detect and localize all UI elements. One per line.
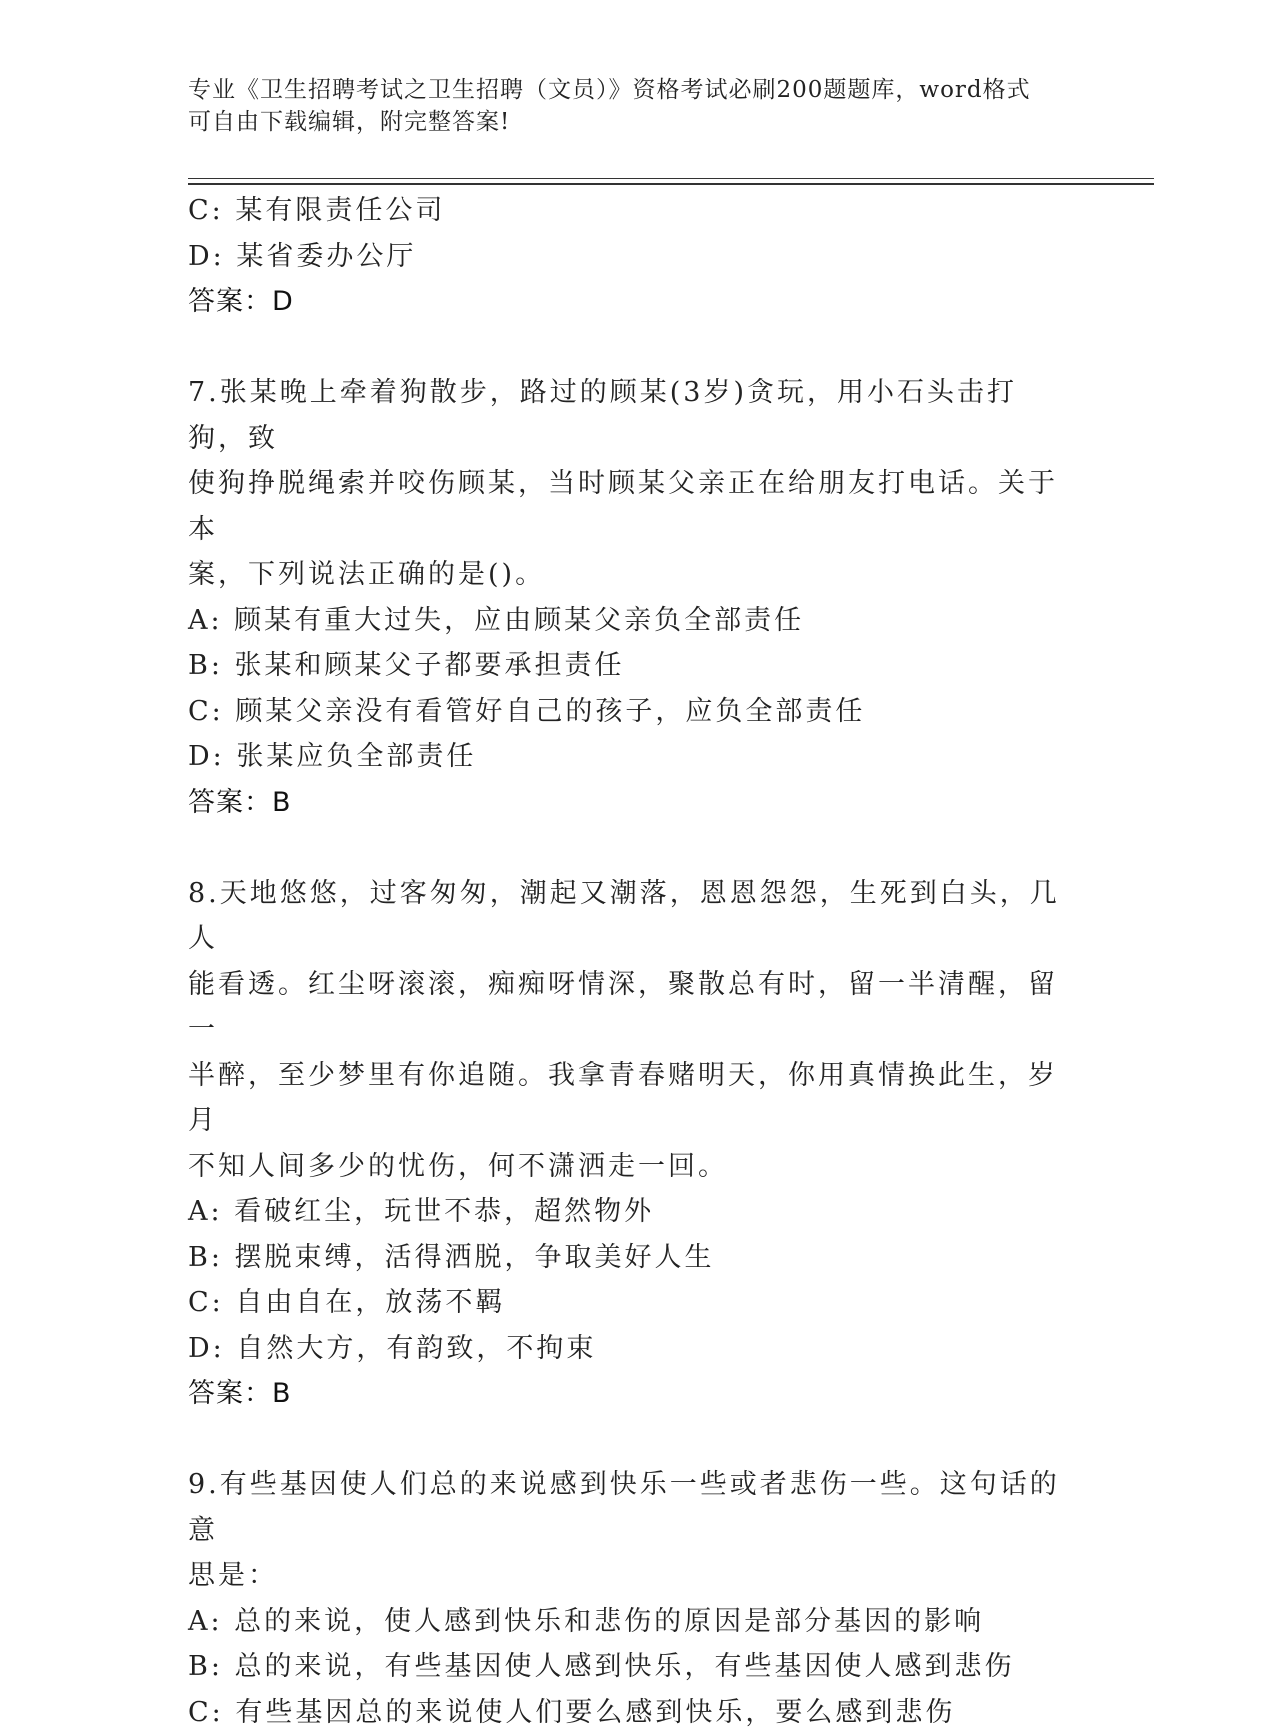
question-6-tail bbox=[188, 188, 1088, 325]
spacer bbox=[188, 1417, 1088, 1463]
stem-line: 思是： bbox=[188, 1553, 1068, 1599]
question-7 bbox=[188, 370, 1088, 825]
stem-line: 使狗挣脱绳索并咬伤顾某，当时顾某父亲正在给朋友打电话。关于本 bbox=[188, 461, 1068, 552]
header-divider bbox=[188, 178, 1154, 185]
option-c: C: 顾某父亲没有看管好自己的孩子，应负全部责任 bbox=[188, 689, 1088, 735]
stem-line: 半醉，至少梦里有你追随。我拿青春赌明天，你用真情换此生，岁月 bbox=[188, 1053, 1068, 1144]
question-8 bbox=[188, 871, 1088, 1417]
answer-line: 答案：B bbox=[188, 780, 1088, 826]
stem-line: 8.天地悠悠，过客匆匆，潮起又潮落，恩恩怨怨，生死到白头，几人 bbox=[188, 871, 1068, 962]
option-d: D: 张某应负全部责任 bbox=[188, 734, 1088, 780]
header-title-line-1: 专业《卫生招聘考试之卫生招聘（文员）》资格考试必刷200题题库，word格式 bbox=[188, 74, 1068, 106]
option-a: A: 总的来说，使人感到快乐和悲伤的原因是部分基因的影响 bbox=[188, 1599, 1088, 1645]
document-header bbox=[188, 74, 1068, 138]
document-body bbox=[188, 188, 1088, 1735]
answer-line: 答案：D bbox=[188, 279, 1088, 325]
option-a: A: 看破红尘，玩世不恭，超然物外 bbox=[188, 1189, 1088, 1235]
stem-line: 7.张某晚上牵着狗散步，路过的顾某(3岁)贪玩，用小石头击打狗，致 bbox=[188, 370, 1068, 461]
question-stem bbox=[188, 370, 1068, 598]
question-stem bbox=[188, 871, 1068, 1190]
stem-line: 能看透。红尘呀滚滚，痴痴呀情深，聚散总有时，留一半清醒，留一 bbox=[188, 962, 1068, 1053]
stem-line: 9.有些基因使人们总的来说感到快乐一些或者悲伤一些。这句话的意 bbox=[188, 1462, 1068, 1553]
option-b: B: 张某和顾某父子都要承担责任 bbox=[188, 643, 1088, 689]
option-b: B: 总的来说，有些基因使人感到快乐，有些基因使人感到悲伤 bbox=[188, 1644, 1088, 1690]
option-d: D: 自然大方，有韵致，不拘束 bbox=[188, 1326, 1088, 1372]
question-stem bbox=[188, 1462, 1068, 1599]
spacer bbox=[188, 825, 1088, 871]
option-b: B: 摆脱束缚，活得洒脱，争取美好人生 bbox=[188, 1235, 1088, 1281]
stem-line: 不知人间多少的忧伤，何不潇洒走一回。 bbox=[188, 1144, 1068, 1190]
option-c: C: 有些基因总的来说使人们要么感到快乐，要么感到悲伤 bbox=[188, 1690, 1088, 1735]
answer-line: 答案：B bbox=[188, 1371, 1088, 1417]
option-a: A: 顾某有重大过失，应由顾某父亲负全部责任 bbox=[188, 598, 1088, 644]
header-title-line-2: 可自由下载编辑，附完整答案! bbox=[188, 106, 1068, 138]
option-d: D: 某省委办公厅 bbox=[188, 234, 1088, 280]
option-c: C: 某有限责任公司 bbox=[188, 188, 1088, 234]
spacer bbox=[188, 325, 1088, 371]
option-c: C: 自由自在，放荡不羁 bbox=[188, 1280, 1088, 1326]
question-9 bbox=[188, 1462, 1088, 1735]
stem-line: 案，下列说法正确的是()。 bbox=[188, 552, 1068, 598]
